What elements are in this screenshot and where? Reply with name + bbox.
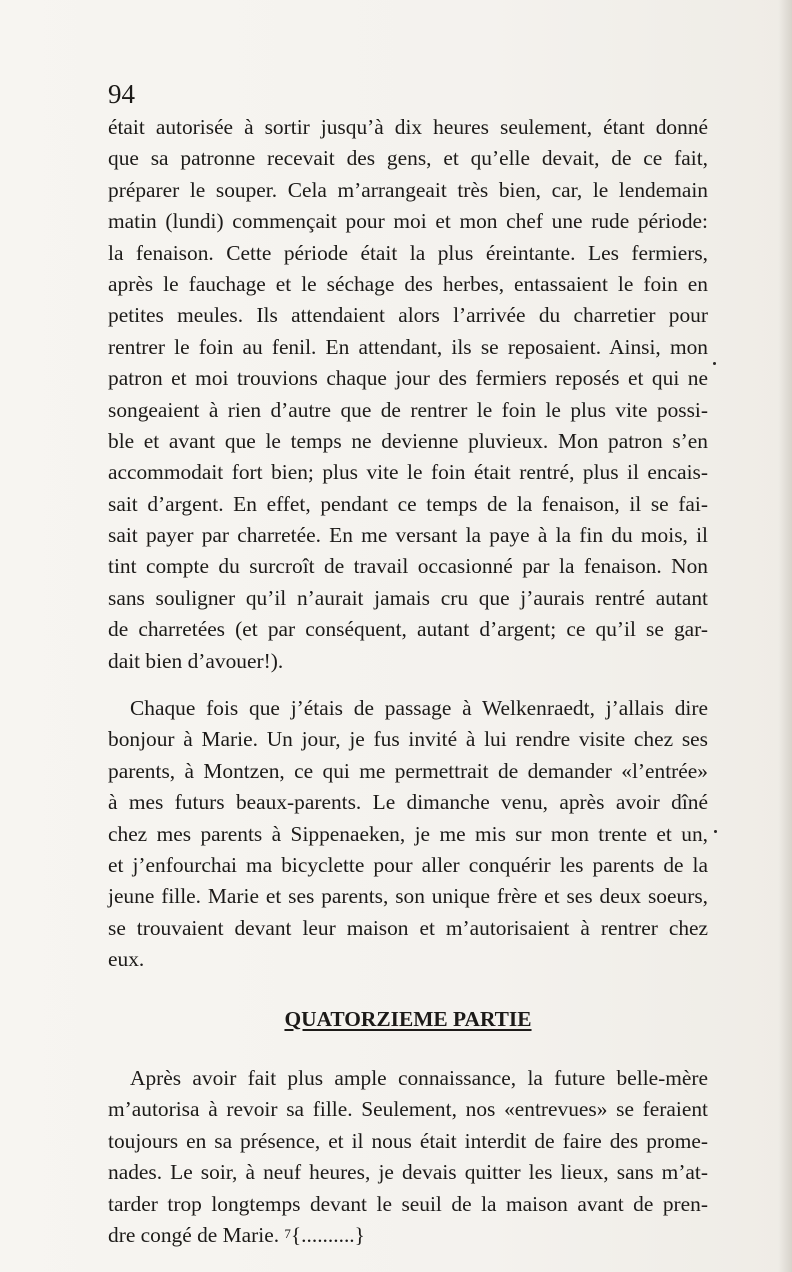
text-line: préparer le souper. Cela m’arrangeait très bien, car, le lendemain xyxy=(108,177,708,202)
paragraph-gap xyxy=(108,677,708,693)
text-line: songeaient à rien d’autre que de rentrer le foin le plus vite possi- xyxy=(108,397,708,422)
text-line: que sa patronne recevait des gens, et qu’elle devait, de ce fait, xyxy=(108,146,708,171)
paragraph-3-last-line xyxy=(108,1220,708,1251)
footnote-ellipsis: {..........} xyxy=(290,1222,365,1247)
text-line: sait payer par charretée. En me versant la paye à la fin du mois, il xyxy=(108,523,708,548)
text-line: la fenaison. Cette période était la plus éreintante. Les fermiers, xyxy=(108,240,708,265)
text-line: patron et moi trouvions chaque jour des fermiers reposés et qui ne xyxy=(108,366,708,391)
text-line: rentrer le foin au fenil. En attendant, ils se reposaient. Ainsi, mon xyxy=(108,334,708,359)
text-line: matin (lundi) commençait pour moi et mon chef une rude période: xyxy=(108,209,708,234)
text-line: toujours en sa présence, et il nous était interdit de faire des prome- xyxy=(108,1128,708,1153)
paragraph-1 xyxy=(108,112,708,677)
text-line: était autorisée à sortir jusqu’à dix heures seulement, étant donné xyxy=(108,115,708,139)
text-line: Chaque fois que j’étais de passage à Welkenraedt, j’allais dire xyxy=(130,696,708,721)
text-line: se trouvaient devant leur maison et m’autorisaient à rentrer chez xyxy=(108,915,708,940)
paragraph-2 xyxy=(108,693,708,976)
text-line: sait d’argent. En effet, pendant ce temps de la fenaison, il se fai- xyxy=(108,491,708,516)
page-number: 94 xyxy=(108,79,135,109)
text-line: ble et avant que le temps ne devienne pluvieux. Mon patron s’en xyxy=(108,428,708,453)
text-line: dre congé de Marie. xyxy=(108,1222,285,1247)
text-line: bonjour à Marie. Un jour, je fus invité à lui rendre visite chez ses xyxy=(108,727,708,752)
text-line: nades. Le soir, à neuf heures, je devais quitter les lieux, sans m’at- xyxy=(108,1160,708,1185)
text-line: dait bien d’avouer!). xyxy=(108,648,284,673)
page-edge-shadow xyxy=(778,0,792,1272)
text-line: Après avoir fait plus ample connaissance, la future belle-mère xyxy=(130,1065,708,1090)
text-line: tint compte du surcroît de travail occasionné par la fenaison. Non xyxy=(108,554,708,579)
text-line: à mes futurs beaux-parents. Le dimanche venu, après avoir dîné xyxy=(108,790,708,815)
text-line: de charretées (et par conséquent, autant d’argent; ce qu’il se gar- xyxy=(108,617,708,642)
paragraph-3 xyxy=(108,1063,708,1220)
ink-speck xyxy=(713,362,716,365)
footnote-marker: 7 xyxy=(284,1225,291,1241)
text-line: m’autorisa à revoir sa fille. Seulement, nos «entrevues» se feraient xyxy=(108,1097,708,1122)
text-line: petites meules. Ils attendaient alors l’arrivée du charretier pour xyxy=(108,303,708,328)
body-text xyxy=(108,112,708,1251)
section-heading: QUATORZIEME PARTIE xyxy=(284,1006,532,1031)
text-line: jeune fille. Marie et ses parents, son unique frère et ses deux soeurs, xyxy=(108,884,708,909)
text-line: parents, à Montzen, ce qui me permettrait de demander «l’entrée» xyxy=(108,758,708,783)
text-line: accommodait fort bien; plus vite le foin était rentré, plus il encais- xyxy=(108,460,708,485)
text-line: après le fauchage et le séchage des herbes, entassaient le foin en xyxy=(108,271,708,296)
text-line: chez mes parents à Sippenaeken, je me mis sur mon trente et un, xyxy=(108,821,708,846)
ink-speck xyxy=(714,830,717,833)
text-line: sans souligner qu’il n’aurait jamais cru que j’aurais rentré autant xyxy=(108,585,708,610)
text-line: eux. xyxy=(108,947,145,972)
text-line: et j’enfourchai ma bicyclette pour aller conquérir les parents de la xyxy=(108,852,708,877)
text-line: tarder trop longtemps devant le seuil de la maison avant de pren- xyxy=(108,1191,708,1216)
